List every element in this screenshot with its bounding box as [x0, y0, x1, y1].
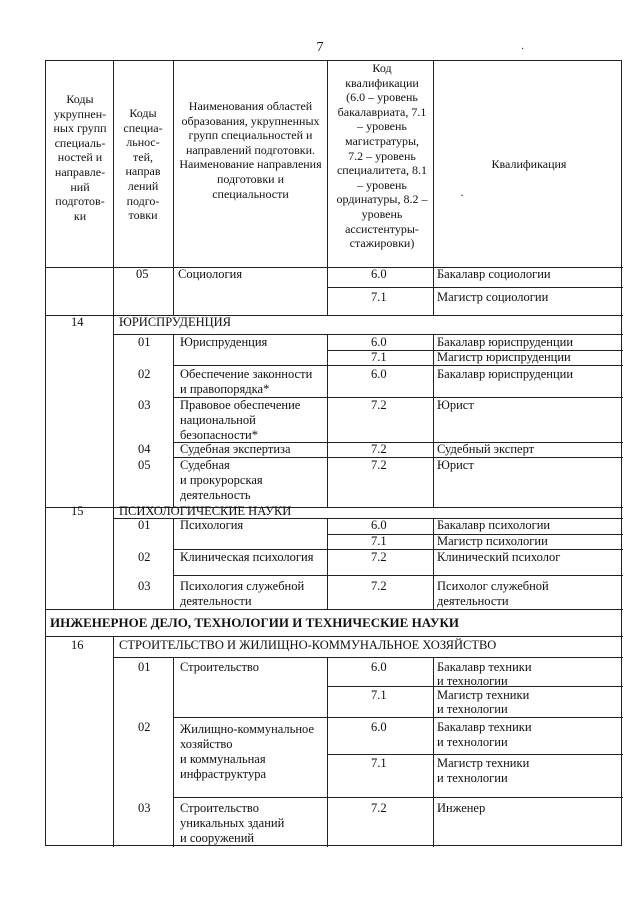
header-spec-codes: Коды специа-льнос-тей, направ лений подго-товки [123, 106, 163, 223]
spec-code: 03 [138, 579, 151, 593]
qual-code: 6.0 [371, 660, 387, 674]
qual-code: 7.2 [371, 801, 387, 815]
spec-code: 04 [138, 442, 151, 456]
spec-name: и правопорядка* [180, 382, 270, 396]
qualification: Психолог служебной [437, 579, 549, 593]
header-mark: · [460, 188, 464, 202]
group-code: 15 [71, 504, 84, 518]
spec-code: 01 [138, 518, 151, 532]
qual-code: 6.0 [371, 335, 387, 349]
qualifications-table [45, 60, 622, 846]
qual-code: 7.2 [371, 442, 387, 456]
qualification: Магистр социологии [437, 290, 549, 304]
qualification: Магистр техники [437, 756, 530, 770]
spec-name: Строительство [180, 660, 260, 674]
qual-code: 7.1 [371, 350, 387, 364]
qualification: Бакалавр психологии [437, 518, 551, 532]
qualification: и технологии [437, 771, 508, 785]
spec-name: Строительство [180, 801, 260, 815]
qual-code: 6.0 [371, 518, 387, 532]
scan-mark: · [521, 44, 525, 55]
col-line [173, 518, 174, 609]
header-qualification: Квалификация [491, 157, 567, 171]
page-number: 7 [316, 40, 324, 55]
spec-code: 05 [136, 267, 149, 281]
qual-code: 7.1 [371, 756, 387, 770]
col-line [113, 636, 114, 847]
spec-name: и прокурорская [180, 473, 263, 487]
qualification: и технологии [437, 702, 508, 716]
col-line [433, 61, 434, 315]
header-names: Наименования областей образования, укрупненных групп специальностей и направлений подготовки. Наименование направления подготовки и специальности [179, 99, 322, 201]
spec-code: 05 [138, 458, 151, 472]
spec-name: Социология [178, 267, 243, 281]
col-line [173, 657, 174, 847]
spec-name: Судебная экспертиза [180, 442, 291, 456]
spec-code: 02 [138, 550, 151, 564]
group-name: ПСИХОЛОГИЧЕСКИЕ НАУКИ [119, 504, 292, 518]
col-line [433, 334, 434, 507]
qualification: Клинический психолог [437, 550, 561, 564]
col-line [433, 518, 434, 609]
spec-name: хозяйство [180, 737, 233, 751]
qualification: Инженер [437, 801, 486, 815]
row-line [46, 609, 623, 610]
qualification: Магистр психологии [437, 534, 548, 548]
row-line [173, 457, 623, 458]
qualification: Бакалавр техники [437, 720, 532, 734]
qual-code: 6.0 [371, 720, 387, 734]
spec-name: инфраструктура [180, 767, 267, 781]
spec-name: Юриспруденция [180, 335, 268, 349]
spec-code: 01 [138, 660, 151, 674]
col-line [113, 61, 114, 609]
header-group-codes: Коды укрупнен-ных групп специаль-ностей и направле-ний подготов-ки [53, 92, 107, 223]
group-name: СТРОИТЕЛЬСТВО И ЖИЛИЩНО-КОММУНАЛЬНОЕ ХОЗЯЙСТВО [119, 638, 497, 652]
spec-name: деятельность [180, 488, 251, 502]
row-line [327, 287, 623, 288]
col-line [327, 61, 328, 315]
qual-code: 6.0 [371, 267, 387, 281]
spec-code: 03 [138, 801, 151, 815]
row-line [173, 717, 623, 718]
spec-name: Жилищно-коммунальное [180, 722, 314, 736]
qualification: и технологии [437, 674, 508, 688]
qualification: Бакалавр социологии [437, 267, 551, 281]
qualification: Юрист [437, 398, 474, 412]
group-name: ЮРИСПРУДЕНЦИЯ [119, 315, 231, 329]
spec-name: Клиническая психология [180, 550, 314, 564]
spec-name: национальной [180, 413, 256, 427]
spec-name: и сооружений [180, 831, 255, 845]
spec-name: уникальных зданий [180, 816, 285, 830]
qual-code: 7.1 [371, 534, 387, 548]
col-line [173, 61, 174, 315]
qualification: Бакалавр юриспруденции [437, 335, 574, 349]
spec-name: безопасности* [180, 428, 258, 442]
qual-code: 6.0 [371, 367, 387, 381]
qual-code: 7.2 [371, 550, 387, 564]
row-line [113, 657, 623, 658]
row-line [173, 797, 623, 798]
spec-code: 02 [138, 720, 151, 734]
spec-name: Психология [180, 518, 244, 532]
spec-name: Правовое обеспечение [180, 398, 301, 412]
qualification: деятельности [437, 594, 509, 608]
qual-code: 7.2 [371, 579, 387, 593]
spec-code: 01 [138, 335, 151, 349]
col-line [327, 334, 328, 507]
spec-name: Обеспечение законности [180, 367, 313, 381]
spec-name: деятельности [180, 594, 252, 608]
qualification: Юрист [437, 458, 474, 472]
qualification: Магистр техники [437, 688, 530, 702]
qualification: и технологии [437, 735, 508, 749]
qualification: Бакалавр техники [437, 660, 532, 674]
qual-code: 7.1 [371, 290, 387, 304]
qualification: Магистр юриспруденции [437, 350, 571, 364]
row-line [173, 575, 623, 576]
qualification: Судебный эксперт [437, 442, 535, 456]
qualification: Бакалавр юриспруденции [437, 367, 574, 381]
qual-code: 7.1 [371, 688, 387, 702]
group-code: 14 [71, 315, 84, 329]
col-line [327, 518, 328, 609]
row-line [327, 754, 623, 755]
row-line [46, 636, 623, 637]
group-code: 16 [71, 638, 84, 652]
area-title: ИНЖЕНЕРНОЕ ДЕЛО, ТЕХНОЛОГИИ И ТЕХНИЧЕСКИЕ НАУКИ [50, 615, 460, 630]
row-line [173, 365, 623, 366]
qual-code: 7.2 [371, 398, 387, 412]
col-line [173, 334, 174, 507]
header-qual-code: Код квалификации (6.0 – уровень бакалавриата, 7.1 – уровень магистратуры, 7.2 – уровень специалитета, 8.1 – уровень ординатуры, 8.2 – уровень ассистентуры-стажировки) [336, 61, 428, 251]
spec-name: Судебная [180, 458, 230, 472]
qual-code: 7.2 [371, 458, 387, 472]
spec-code: 03 [138, 398, 151, 412]
spec-code: 02 [138, 367, 151, 381]
spec-name: и коммунальная [180, 752, 266, 766]
spec-name: Психология служебной [180, 579, 305, 593]
